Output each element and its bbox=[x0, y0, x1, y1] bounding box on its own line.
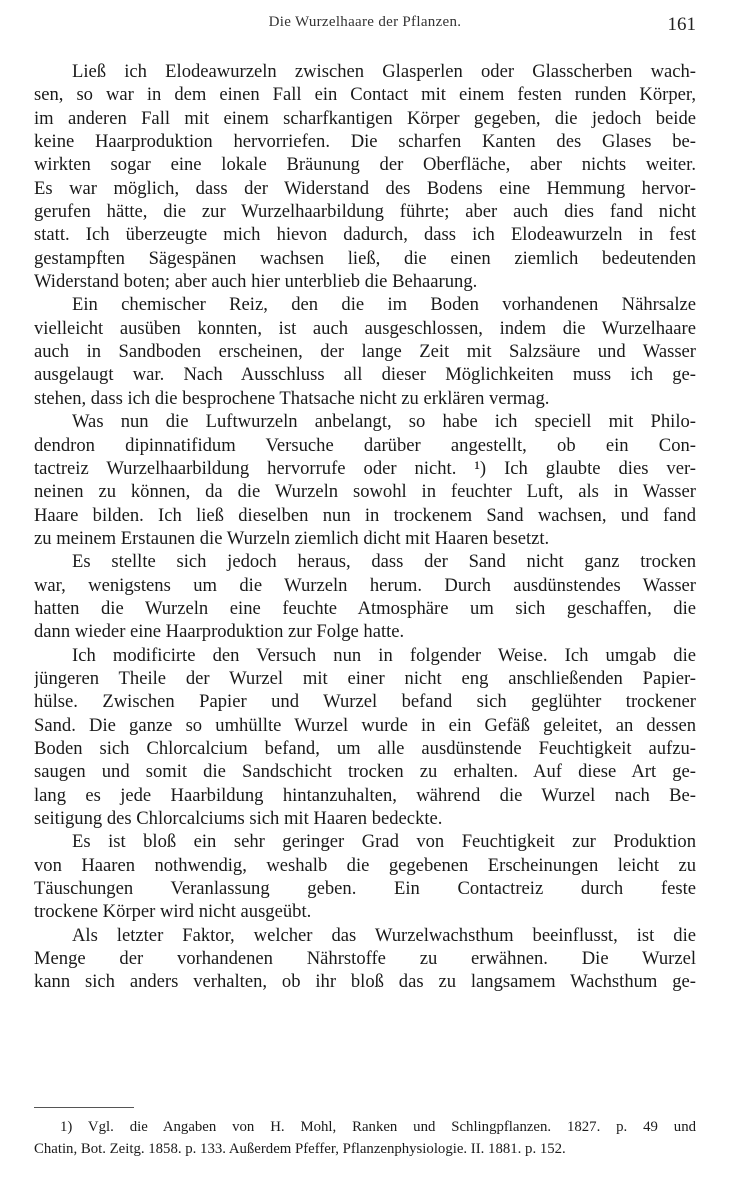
text-line: Ich modificirte den Versuch nun in folgender Weise. Ich umgab die bbox=[72, 644, 696, 666]
running-title: Die Wurzelhaare der Pflanzen. bbox=[268, 14, 462, 30]
text-line: sen, so war in dem einen Fall ein Contact mit einem festen runden Körper, bbox=[34, 84, 696, 106]
text-line: Haare bilden. Ich ließ dieselben nun in trockenem Sand wachsen, und fand bbox=[34, 504, 696, 526]
text-line: Boden sich Chlorcalcium befand, um alle ausdünstende Feuchtigkeit aufzu- bbox=[34, 737, 696, 759]
footnote-rule bbox=[34, 1107, 134, 1108]
body-text bbox=[34, 60, 696, 994]
text-line: hatten die Wurzeln eine feuchte Atmosphäre um sich geschaffen, die bbox=[34, 597, 696, 619]
text-line: Es ist bloß ein sehr geringer Grad von Feuchtigkeit zur Produktion bbox=[72, 831, 696, 853]
text-line: gerufen hätte, die zur Wurzelhaarbildung führte; aber auch dies fand nicht bbox=[34, 201, 696, 223]
text-line: ausgelaugt war. Nach Ausschluss all dieser Möglichkeiten muss ich ge- bbox=[34, 364, 696, 386]
text-line: saugen und somit die Sandschicht trocken zu erhalten. Auf diese Art ge- bbox=[34, 761, 696, 783]
text-line: jüngeren Theile der Wurzel mit einer nicht eng anschließenden Papier- bbox=[34, 667, 696, 689]
text-line: wirkten sogar eine lokale Bräunung der Oberfläche, aber nichts weiter. bbox=[34, 154, 696, 176]
text-line: Widerstand boten; aber auch hier unterblieb die Behaarung. bbox=[34, 271, 478, 293]
footnote-line: Chatin, Bot. Zeitg. 1858. p. 133. Außerdem Pfeffer, Pflanzenphysiologie. II. 1881. p. 152. bbox=[34, 1141, 566, 1157]
text-line: Als letzter Faktor, welcher das Wurzelwachsthum beeinflusst, ist die bbox=[72, 924, 696, 946]
footnotes bbox=[34, 1116, 696, 1160]
text-line: gestampften Sägespänen wachsen ließ, die einen ziemlich bedeutenden bbox=[34, 247, 696, 269]
text-line: statt. Ich überzeugte mich hievon dadurch, dass ich Elodeawurzeln in fest bbox=[34, 224, 696, 246]
text-line: Ließ ich Elodeawurzeln zwischen Glasperlen oder Glasscherben wach- bbox=[72, 61, 696, 82]
text-line: kann sich anders verhalten, ob ihr bloß das zu langsamem Wachsthum ge- bbox=[34, 971, 696, 993]
text-line: neinen zu können, da die Wurzeln sowohl in feuchter Luft, als in Wasser bbox=[34, 481, 696, 503]
text-line: Sand. Die ganze so umhüllte Wurzel wurde in ein Gefäß geleitet, an dessen bbox=[34, 714, 696, 736]
text-line: dendron dipinnatifidum Versuche darüber angestellt, ob ein Con- bbox=[34, 434, 696, 456]
text-line: von Haaren nothwendig, weshalb die gegebenen Erscheinungen leicht zu bbox=[34, 854, 696, 876]
text-line: Was nun die Luftwurzeln anbelangt, so habe ich speciell mit Philo- bbox=[72, 411, 696, 433]
text-line: war, wenigstens um die Wurzeln herum. Durch ausdünstendes Wasser bbox=[34, 574, 696, 596]
footnote-line: 1) Vgl. die Angaben von H. Mohl, Ranken und Schlingpflanzen. 1827. p. 49 und bbox=[60, 1119, 696, 1135]
text-line: auch in Sandboden erscheinen, der lange Zeit mit Salzsäure und Wasser bbox=[34, 341, 696, 363]
text-line: lang es jede Haarbildung hintanzuhalten, während die Wurzel nach Be- bbox=[34, 784, 696, 806]
text-line: Es stellte sich jedoch heraus, dass der Sand nicht ganz trocken bbox=[72, 551, 696, 573]
text-line: tactreiz Wurzelhaarbildung hervorrufe oder nicht. ¹) Ich glaubte dies ver- bbox=[34, 457, 696, 479]
text-line: Menge der vorhandenen Nährstoffe zu erwähnen. Die Wurzel bbox=[34, 948, 696, 970]
text-line: zu meinem Erstaunen die Wurzeln ziemlich dicht mit Haaren besetzt. bbox=[34, 527, 550, 549]
text-line: im anderen Fall mit einem scharfkantigen Körper gegeben, die jedoch beide bbox=[34, 107, 696, 129]
text-line: dann wieder eine Haarproduktion zur Folge hatte. bbox=[34, 621, 405, 643]
text-line: seitigung des Chlorcalciums sich mit Haaren bedeckte. bbox=[34, 808, 443, 829]
text-line: keine Haarproduktion hervorriefen. Die scharfen Kanten des Glases be- bbox=[34, 131, 696, 153]
text-line: stehen, dass ich die besprochene Thatsache nicht zu erklären vermag. bbox=[34, 387, 550, 409]
text-line: Täuschungen Veranlassung geben. Ein Contactreiz durch feste bbox=[34, 878, 696, 900]
text-line: trockene Körper wird nicht ausgeübt. bbox=[34, 901, 312, 923]
text-line: Ein chemischer Reiz, den die im Boden vorhandenen Nährsalze bbox=[72, 294, 696, 316]
text-line: vielleicht ausüben konnten, ist auch ausgeschlossen, indem die Wurzelhaare bbox=[34, 317, 696, 339]
running-head bbox=[34, 14, 696, 38]
page-number: 161 bbox=[667, 14, 696, 35]
text-line: Es war möglich, dass der Widerstand des Bodens eine Hemmung hervor- bbox=[34, 177, 696, 199]
text-line: hülse. Zwischen Papier und Wurzel befand sich geglühter trockener bbox=[34, 691, 696, 713]
